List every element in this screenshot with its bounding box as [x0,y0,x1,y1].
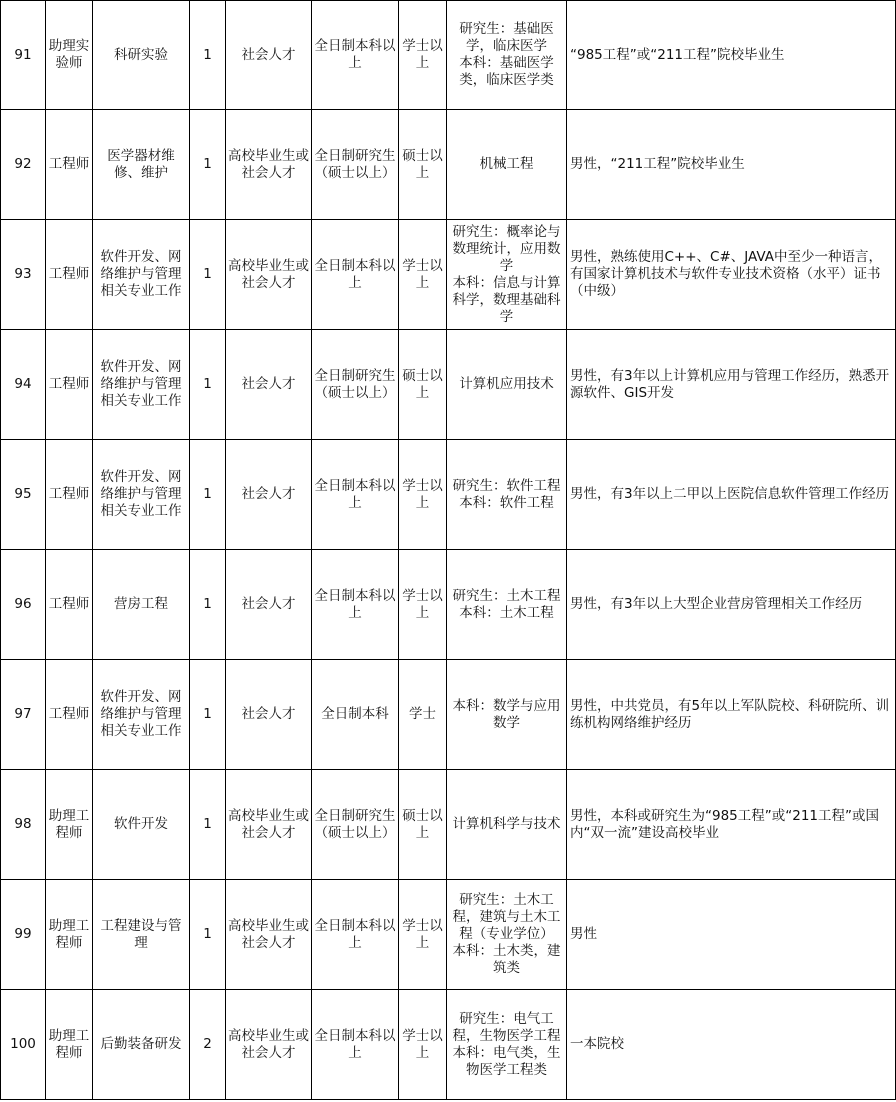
requirement-cell: 男性，本科或研究生为“985工程”或“211工程”或国内“双一流”建设高校毕业 [567,770,896,880]
major-cell [447,440,567,550]
job-title-cell: 助理工程师 [46,990,93,1100]
requirement-cell: 男性 [567,880,896,990]
table-row [1,770,896,880]
major-line: 计算机科学与技术 [452,816,561,832]
major-line: 本科：数学与应用数学 [452,697,561,731]
education-cell: 全日制本科以上 [312,440,399,550]
major-cell [447,880,567,990]
row-number-cell: 100 [1,990,46,1100]
candidate-source-cell: 社会人才 [226,550,312,660]
position-cell: 软件开发、网络维护与管理相关专业工作 [93,660,190,770]
major-line: 计算机应用技术 [459,376,554,392]
table-row [1,440,896,550]
position-cell: 医学器材维修、维护 [93,110,190,220]
education-cell: 全日制本科 [312,660,399,770]
row-number-cell: 93 [1,220,46,330]
table-row [1,550,896,660]
major-cell [447,330,567,440]
major-cell [447,770,567,880]
major-cell [447,990,567,1100]
row-number-cell: 91 [1,1,46,110]
education-cell: 全日制本科以上 [312,1,399,110]
table-row [1,330,896,440]
major-line: 研究生：软件工程 [452,477,561,494]
candidate-source-cell: 社会人才 [226,1,312,110]
table-row [1,220,896,330]
candidate-source-cell: 高校毕业生或社会人才 [226,220,312,330]
requirement-cell: 一本院校 [567,990,896,1100]
headcount-cell: 2 [190,990,226,1100]
table-row [1,1,896,110]
candidate-source-cell: 社会人才 [226,330,312,440]
major-cell [447,1,567,110]
table-row [1,660,896,770]
degree-cell: 学士以上 [399,550,447,660]
degree-cell: 学士以上 [399,440,447,550]
major-line: 研究生：基础医学，临床医学 [459,21,554,54]
requirement-cell: 男性，熟练使用C++、C#、JAVA中至少一种语言，有国家计算机技术与软件专业技术资格（水平）证书（中级） [567,220,896,330]
requirement-cell: 男性，有3年以上计算机应用与管理工作经历，熟悉开源软件、GIS开发 [567,330,896,440]
major-line: 研究生：电气工程，生物医学工程 [452,1010,561,1044]
major-line: 本科：土木工程 [459,604,554,621]
major-line: 研究生：土木工程，建筑与土木工程（专业学位） [452,892,561,942]
requirement-cell: “985工程”或“211工程”院校毕业生 [567,1,896,110]
requirement-cell: 男性，有3年以上二甲以上医院信息软件管理工作经历 [567,440,896,550]
headcount-cell: 1 [190,330,226,440]
requirement-cell: 男性，中共党员，有5年以上军队院校、科研院所、训练机构网络维护经历 [567,660,896,770]
degree-cell: 学士以上 [399,990,447,1100]
position-cell: 软件开发、网络维护与管理相关专业工作 [93,330,190,440]
table-row [1,110,896,220]
headcount-cell: 1 [190,440,226,550]
major-cell [447,550,567,660]
position-cell: 科研实验 [93,1,190,110]
headcount-cell: 1 [190,220,226,330]
candidate-source-cell: 社会人才 [226,660,312,770]
headcount-cell: 1 [190,660,226,770]
row-number-cell: 95 [1,440,46,550]
education-cell: 全日制研究生（硕士以上） [312,330,399,440]
major-cell [447,110,567,220]
candidate-source-cell: 高校毕业生或社会人才 [226,990,312,1100]
education-cell: 全日制本科以上 [312,550,399,660]
row-number-cell: 94 [1,330,46,440]
headcount-cell: 1 [190,770,226,880]
row-number-cell: 98 [1,770,46,880]
major-cell [447,220,567,330]
position-cell: 软件开发、网络维护与管理相关专业工作 [93,220,190,330]
row-number-cell: 92 [1,110,46,220]
job-title-cell: 工程师 [46,110,93,220]
row-number-cell: 99 [1,880,46,990]
headcount-cell: 1 [190,110,226,220]
major-line: 研究生：土木工程 [452,587,561,604]
job-title-cell: 工程师 [46,550,93,660]
major-cell [447,660,567,770]
education-cell: 全日制本科以上 [312,990,399,1100]
education-cell: 全日制研究生（硕士以上） [312,110,399,220]
candidate-source-cell: 高校毕业生或社会人才 [226,880,312,990]
candidate-source-cell: 高校毕业生或社会人才 [226,110,312,220]
requirement-cell: 男性，有3年以上大型企业营房管理相关工作经历 [567,550,896,660]
major-line: 本科：电气类，生物医学工程类 [452,1044,561,1078]
degree-cell: 硕士以上 [399,770,447,880]
table-row [1,990,896,1100]
degree-cell: 硕士以上 [399,110,447,220]
job-title-cell: 助理工程师 [46,880,93,990]
row-number-cell: 97 [1,660,46,770]
degree-cell: 硕士以上 [399,330,447,440]
candidate-source-cell: 高校毕业生或社会人才 [226,770,312,880]
major-line: 机械工程 [479,156,534,172]
job-title-cell: 工程师 [46,220,93,330]
major-line: 本科：信息与计算科学，数理基础科学 [452,274,561,325]
education-cell: 全日制本科以上 [312,880,399,990]
job-title-cell: 工程师 [46,330,93,440]
degree-cell: 学士以上 [399,880,447,990]
job-title-cell: 助理实验师 [46,1,93,110]
table-body [1,1,896,1100]
position-cell: 软件开发 [93,770,190,880]
major-line: 本科：土木类，建筑类 [452,943,561,976]
headcount-cell: 1 [190,880,226,990]
position-cell: 后勤装备研发 [93,990,190,1100]
headcount-cell: 1 [190,550,226,660]
job-title-cell: 工程师 [46,660,93,770]
table-row [1,880,896,990]
position-cell: 软件开发、网络维护与管理相关专业工作 [93,440,190,550]
major-line: 本科：软件工程 [459,494,554,511]
degree-cell: 学士以上 [399,1,447,110]
job-title-cell: 工程师 [46,440,93,550]
job-title-cell: 助理工程师 [46,770,93,880]
position-cell: 工程建设与管理 [93,880,190,990]
candidate-source-cell: 社会人才 [226,440,312,550]
major-line: 研究生：概率论与数理统计，应用数学 [452,223,561,274]
degree-cell: 学士 [399,660,447,770]
degree-cell: 学士以上 [399,220,447,330]
education-cell: 全日制研究生（硕士以上） [312,770,399,880]
headcount-cell: 1 [190,1,226,110]
major-line: 本科：基础医学类，临床医学类 [459,55,554,88]
row-number-cell: 96 [1,550,46,660]
position-cell: 营房工程 [93,550,190,660]
education-cell: 全日制本科以上 [312,220,399,330]
requirement-cell: 男性，“211工程”院校毕业生 [567,110,896,220]
